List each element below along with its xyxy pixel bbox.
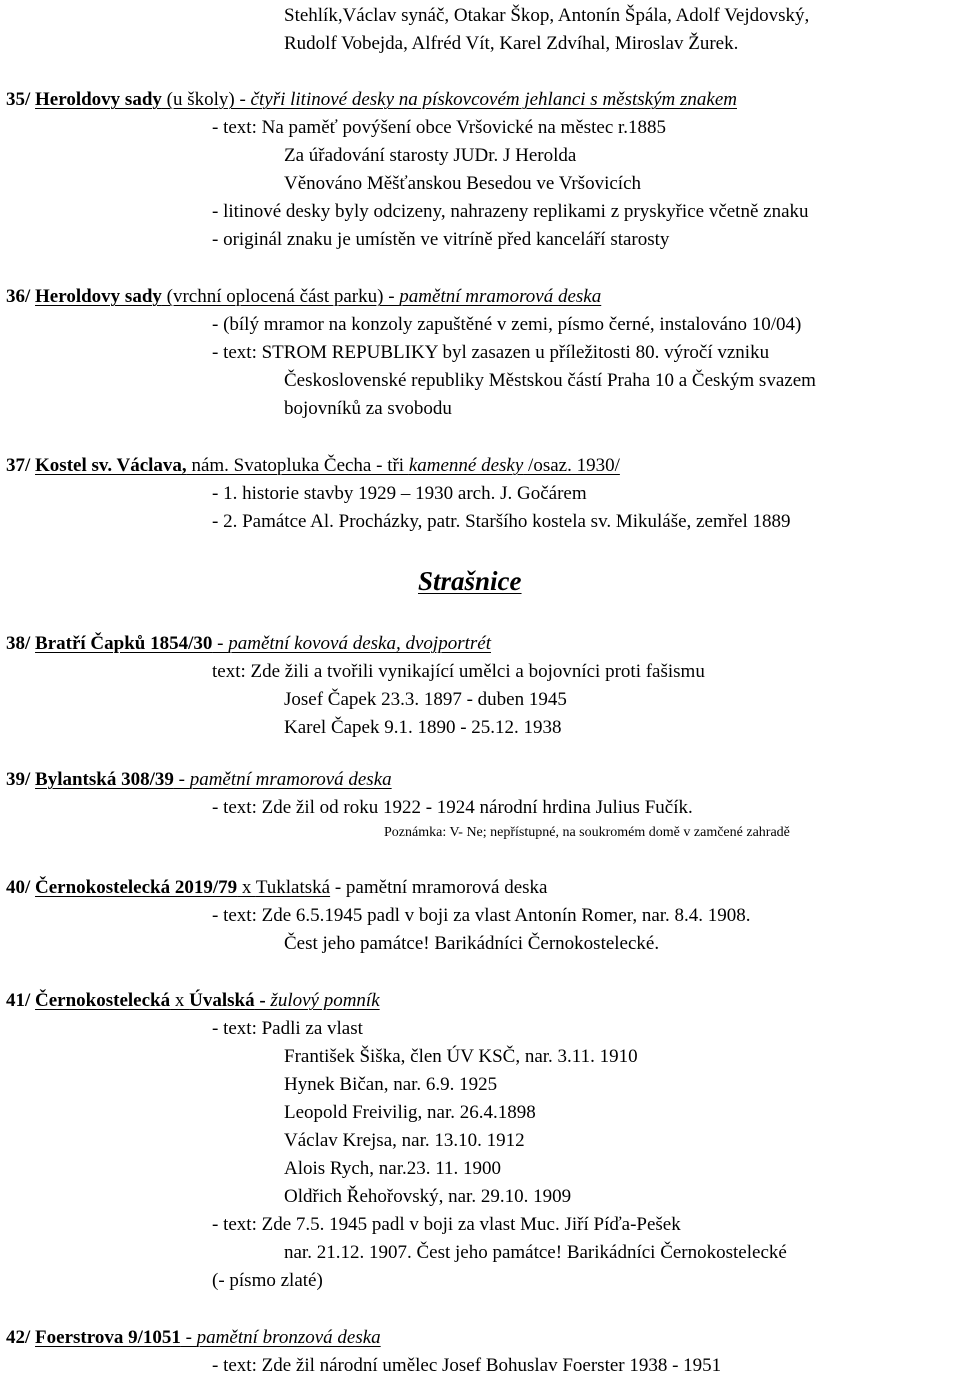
text-line: Alois Rych, nar.23. 11. 1900	[284, 1158, 502, 1179]
entry-location: (vrchní oplocená část parku) -	[161, 286, 400, 307]
text-line: - text: Zde 6.5.1945 padl v boji za vlast Antonín Romer, nar. 8.4. 1908.	[212, 905, 751, 926]
text-line: Rudolf Vobejda, Alfréd Vít, Karel Zdvíhal, Miroslav Žurek.	[284, 33, 739, 54]
entry-35-header	[6, 90, 737, 109]
entry-separator: -	[212, 633, 229, 654]
entry-location: (u školy) -	[161, 89, 251, 110]
entry-name: Bratří Čapků 1854/30	[35, 633, 213, 654]
entry-42-header	[6, 1328, 381, 1347]
entry-separator: -	[180, 1327, 197, 1348]
text-line: Karel Čapek 9.1. 1890 - 25.12. 1938	[284, 717, 562, 738]
text-line: Československé republiky Městskou částí Praha 10 a Českým svazem	[284, 370, 816, 391]
entry-type: kamenné desky	[408, 455, 524, 476]
entry-name-2: Tuklatská	[255, 877, 331, 898]
entry-name: Foerstrova 9/1051	[35, 1327, 181, 1348]
text-line: - text: Na paměť povýšení obce Vršovické na městec r.1885	[212, 117, 667, 138]
entry-name: Heroldovy sady	[35, 286, 162, 307]
text-line: - text: STROM REPUBLIKY byl zasazen u příležitosti 80. výročí vzniku	[212, 342, 770, 363]
entry-name: Bylantská 308/39	[35, 769, 174, 790]
entry-type: žulový pomník	[270, 990, 380, 1011]
entry-separator: -	[254, 990, 271, 1011]
entry-type: pamětní kovová deska, dvojportrét	[228, 633, 491, 654]
text-line: František Šiška, člen ÚV KSČ, nar. 3.11. 1910	[284, 1046, 638, 1067]
text-line: - text: Zde žil od roku 1922 - 1924 národní hrdina Julius Fučík.	[212, 797, 693, 818]
text-line: Hynek Bičan, nar. 6.9. 1925	[284, 1074, 498, 1095]
entry-separator: -	[173, 769, 190, 790]
text-line: Václav Krejsa, nar. 13.10. 1912	[284, 1130, 525, 1151]
entry-number: 41/	[6, 990, 31, 1011]
entry-number: 40/	[6, 877, 31, 898]
entry-37-header	[6, 456, 620, 475]
entry-number: 38/	[6, 633, 31, 654]
entry-separator: x	[170, 990, 190, 1011]
text-line: Oldřich Řehořovský, nar. 29.10. 1909	[284, 1186, 572, 1207]
entry-date: /osaz. 1930/	[523, 455, 620, 476]
text-line: - 2. Památce Al. Procházky, patr. Staršího kostela sv. Mikuláše, zemřel 1889	[212, 511, 791, 532]
text-line: - (bílý mramor na konzoly zapuštěné v zemi, písmo černé, instalováno 10/04)	[212, 314, 802, 335]
entry-name: Černokostelecká	[35, 990, 171, 1011]
entry-40-header	[6, 878, 547, 897]
entry-number: 42/	[6, 1327, 31, 1348]
text-line: Věnováno Měšťanskou Besedou ve Vršovicích	[284, 173, 642, 194]
entry-name: Černokostelecká 2019/79	[35, 877, 238, 898]
entry-number: 35/	[6, 89, 31, 110]
entry-type: pamětní mramorová deska	[399, 286, 602, 307]
entry-type: pamětní bronzová deska	[196, 1327, 381, 1348]
text-line: Josef Čapek 23.3. 1897 - duben 1945	[284, 689, 567, 710]
entry-41-header	[6, 991, 380, 1010]
entry-type: čtyři litinové desky na pískovcovém jehlanci s městským znakem	[250, 89, 737, 110]
text-line: nar. 21.12. 1907. Čest jeho památce! Barikádníci Černokostelecké	[284, 1242, 787, 1263]
section-heading: Strašnice	[418, 566, 522, 596]
entry-number: 36/	[6, 286, 31, 307]
text-line: - originál znaku je umístěn ve vitríně před kanceláří starosty	[212, 229, 670, 250]
entry-number: 39/	[6, 769, 31, 790]
text-line: text: Zde žili a tvořili vynikající umělci a bojovníci proti fašismu	[212, 661, 705, 682]
text-line: (- písmo zlaté)	[212, 1270, 323, 1291]
text-line: - litinové desky byly odcizeny, nahrazeny replikami z pryskyřice včetně znaku	[212, 201, 809, 222]
text-line: Stehlík,Václav synáč, Otakar Škop, Antonín Špála, Adolf Vejdovský,	[284, 5, 810, 26]
text-line: - text: Padli za vlast	[212, 1018, 363, 1039]
entry-38-header	[6, 634, 491, 653]
text-line: Čest jeho památce! Barikádníci Černokostelecké.	[284, 933, 660, 954]
entry-separator: x	[237, 877, 256, 898]
entry-39-header	[6, 770, 392, 789]
text-line: - 1. historie stavby 1929 – 1930 arch. J. Gočárem	[212, 483, 587, 504]
note: Poznámka: V- Ne; nepřístupné, na soukromém domě v zamčené zahradě	[384, 825, 790, 840]
entry-type: - pamětní mramorová deska	[330, 877, 548, 898]
entry-name-2: Úvalská	[189, 990, 255, 1011]
text-line: - text: Zde žil národní umělec Josef Bohuslav Foerster 1938 - 1951	[212, 1355, 722, 1376]
entry-type: pamětní mramorová deska	[189, 769, 392, 790]
entry-36-header	[6, 287, 601, 306]
entry-location: nám. Svatopluka Čecha - tři	[186, 455, 409, 476]
text-line: Leopold Freivilig, nar. 26.4.1898	[284, 1102, 536, 1123]
entry-number: 37/	[6, 455, 31, 476]
text-line: - text: Zde 7.5. 1945 padl v boji za vlast Muc. Jiří Píďa-Pešek	[212, 1214, 681, 1235]
text-line: Za úřadování starosty JUDr. J Herolda	[284, 145, 577, 166]
entry-name: Heroldovy sady	[35, 89, 162, 110]
text-line: bojovníků za svobodu	[284, 398, 452, 419]
entry-name: Kostel sv. Václava,	[35, 455, 187, 476]
